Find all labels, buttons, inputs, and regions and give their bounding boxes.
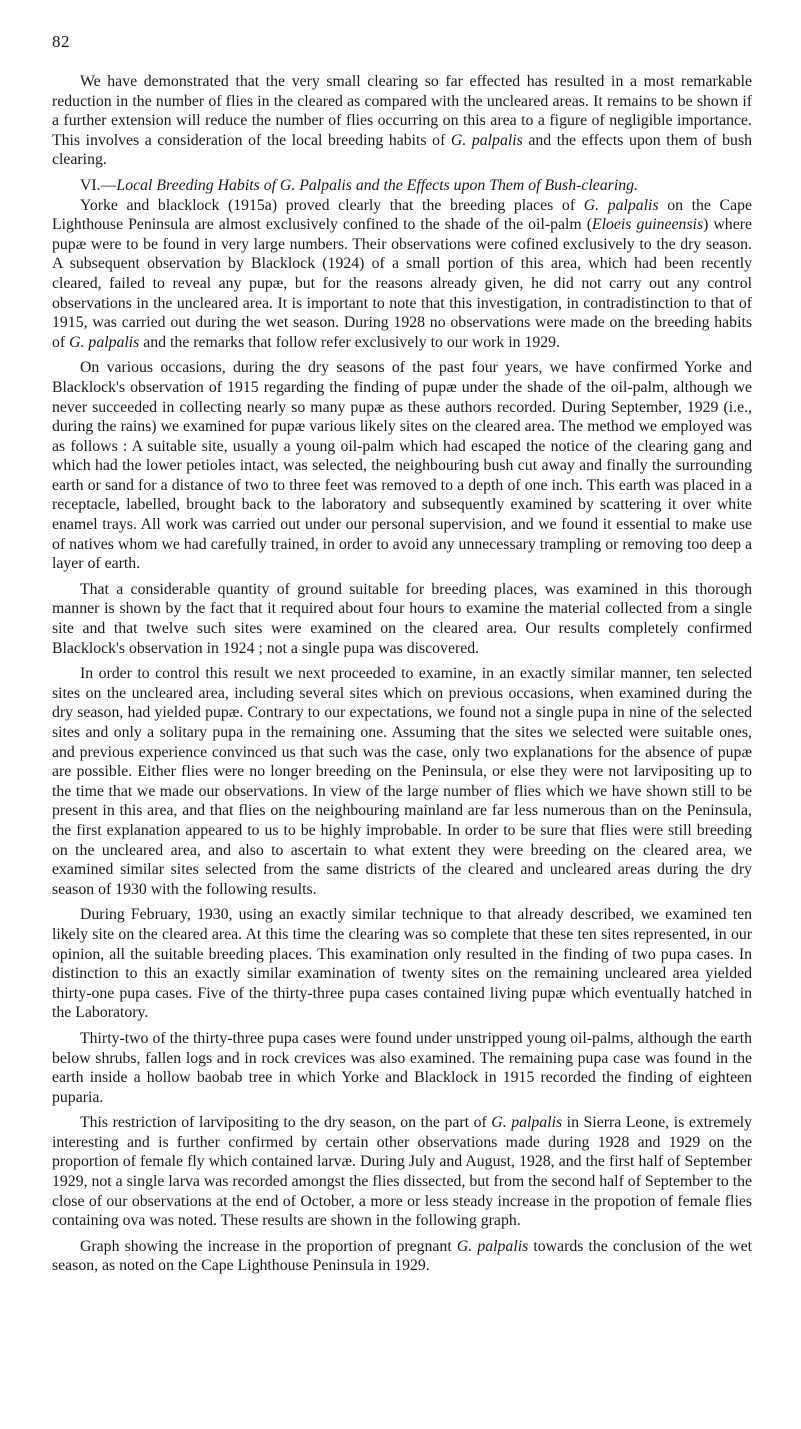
body-text xyxy=(52,72,752,1282)
paragraph-pupa-cases: Thirty-two of the thirty-three pupa cases were found under unstripped young oil-palms, although the earth below shrubs, fallen logs and in rock crevices was also examined. The remaining pupa case was found in the earth inside a hollow baobab tree in which Yorke and Blacklock in 1915 recorded the finding of eighteen puparia. xyxy=(52,1029,752,1106)
paragraph-uncleared-control: In order to control this result we next proceeded to examine, in an exactly similar manner, ten selected sites on the uncleared area, including several sites which on previous occasions, when examined during the dry season, had yielded pupæ. Contrary to our expectations, we found not a single pupa in nine of the selected sites and only a solitary pupa in the remaining one. Assuming that the sites we selected were suitable ones, and previous experience convinced us that such was the case, only two explanations for the absence of pupæ are possible. Either flies were no longer breeding on the Peninsula, or else they were not larvipositing up to the time that we made our observations. In view of the large number of flies which we have shown still to be present in this area, and that flies on the neighbouring mainland are far less numerous than on the Peninsula, the first explanation appeared to us to be highly improbable. In order to be sure that flies were still breeding on the uncleared area, and also to ascertain to what extent they were breeding on the cleared area, we examined similar sites selected from the same districts of the cleared and uncleared areas during the dry season of 1930 with the following results. xyxy=(52,665,752,898)
paragraph-graph-caption: Graph showing the increase in the proportion of pregnant G. palpalis towards the conclusion of the wet season, as noted on the Cape Lighthouse Peninsula in 1929. xyxy=(52,1237,752,1275)
page-number: 82 xyxy=(52,32,70,51)
paragraph-yorke-blacklock: Yorke and blacklock (1915a) proved clearly that the breeding places of G. palpalis on the Cape Lighthouse Peninsula are almost exclusively confined to the shade of the oil-palm (Eloeis guineensis) where pupæ were to be found in very large numbers. Their observations were cofined exclusively to the dry season. A subsequent observation by Blacklock (1924) of a small portion of this area, which had been recently cleared, failed to reveal any pupæ, but for the reasons already given, he did not carry out any control observations in the uncleared area. It is important to note that this investigation, in contradistinction to that of 1915, was carried out during the wet season. During 1928 no observations were made on the breeding habits of G. palpalis and the remarks that follow refer exclusively to our work in 1929. xyxy=(52,196,753,351)
paragraph-larvipositing: This restriction of larvipositing to the dry season, on the part of G. palpalis in Sierra Leone, is extremely interesting and is further confirmed by certain other observations made during 1928 and 1929 on the proportion of female fly which contained larvæ. During July and August, 1928, and the first half of September 1929, not a single larva was recorded amongst the flies dissected, but from the second half of September to the close of our observations at the end of October, a more or less steady increase in the propotion of female flies containing ova was noted. These results are shown in the following graph. xyxy=(52,1114,753,1230)
section-heading: VI.—Local Breeding Habits of G. Palpalis and the Effects upon Them of Bush-clearing. xyxy=(80,176,638,194)
paragraph-intro: We have demonstrated that the very small clearing so far effected has resulted in a most remarkable reduction in the number of flies in the cleared as compared with the uncleared areas. It remains to be shown if a further extension will reduce the number of flies occurring on this area to a figure of negligible importance. This involves a consideration of the local breeding habits of G. palpalis and the effects upon them of bush clearing. xyxy=(52,73,752,169)
paragraph-cleared-results: That a considerable quantity of ground suitable for breeding places, was examined in this thorough manner is shown by the fact that it required about four hours to examine the material collected from a single site and that twelve such sites were examined on the cleared area. Our results completely confirmed Blacklock's observation in 1924 ; not a single pupa was discovered. xyxy=(52,580,752,657)
paragraph-method: On various occasions, during the dry seasons of the past four years, we have confirmed Yorke and Blacklock's observation of 1915 regarding the finding of pupæ under the shade of the oil-palm, although we never succeeded in collecting nearly so many pupæ as these authors recorded. During September, 1929 (i.e., during the rains) we examined for pupæ various likely sites on the cleared area. The method we employed was as follows : A suitable site, usually a young oil-palm which had escaped the notice of the clearing gang and which had the lower petioles intact, was selected, the neighbouring bush cut away and finally the surrounding earth or sand for a distance of two to three feet was removed to a depth of one inch. This earth was placed in a receptacle, labelled, brought back to the laboratory and subsequently examined by scattering it over white enamel trays. All work was carried out under our personal supervision, and we found it essential to make use of natives whom we had carefully trained, in order to avoid any unnecessary trampling or removing too deep a layer of earth. xyxy=(52,359,752,573)
paragraph-february-1930: During February, 1930, using an exactly similar technique to that already described, we examined ten likely site on the cleared area. At this time the clearing was so complete that these ten sites represented, in our opinion, all the suitable breeding places. This examination only resulted in the finding of two pupa cases. In distinction to this an exactly similar examination of twenty sites on the remaining uncleared area yielded thirty-one pupa cases. Five of the thirty-three pupa cases contained living pupæ which eventually hatched in the Laboratory. xyxy=(52,906,752,1022)
